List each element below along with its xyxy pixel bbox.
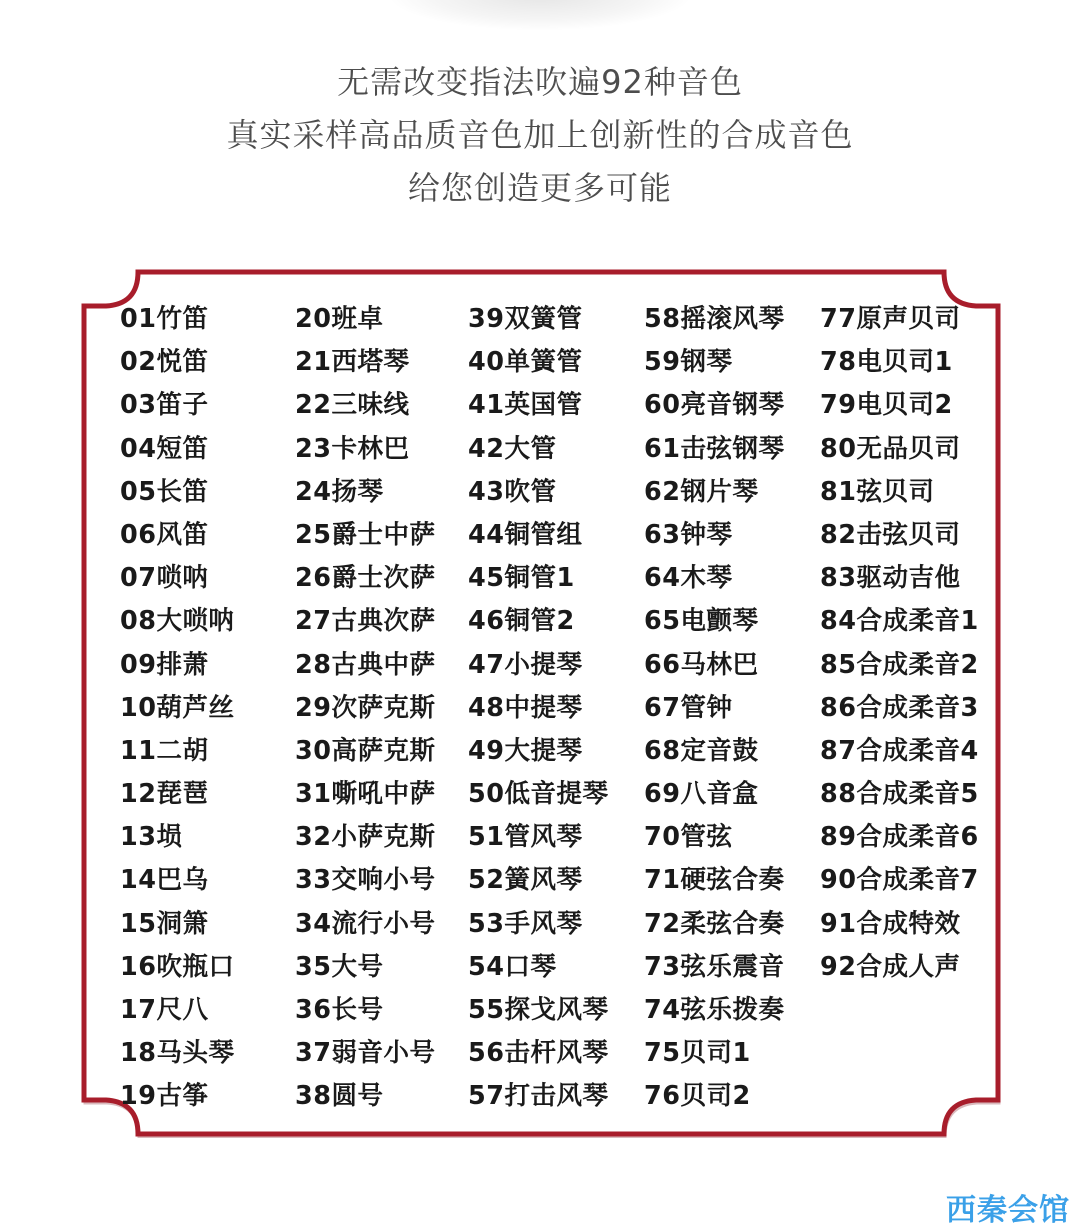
- voice-item: 42大管: [468, 433, 557, 464]
- voice-item: 87合成柔音4: [820, 735, 979, 766]
- voice-column-4: [644, 298, 824, 1119]
- voice-item: 69八音盒: [644, 779, 759, 810]
- voice-item: 07唢呐: [120, 563, 209, 594]
- voice-item: 34流行小号: [295, 908, 436, 939]
- voice-item: 46铜管2: [468, 606, 575, 637]
- headline-line-3: 给您创造更多可能: [407, 169, 672, 207]
- voice-item: 13埙: [120, 822, 183, 853]
- voice-item: 17尺八: [120, 995, 209, 1025]
- voice-column-5: [820, 298, 1000, 989]
- voice-item: 25爵士中萨: [295, 519, 436, 550]
- voice-column-1: [120, 298, 300, 1119]
- voice-item: 74弦乐拨奏: [644, 995, 785, 1025]
- voice-item: 61击弦钢琴: [644, 433, 785, 464]
- voice-item: 83驱动吉他: [820, 563, 961, 594]
- voice-item: 41英国管: [468, 390, 583, 421]
- voice-item: 92合成人声: [820, 951, 961, 982]
- voice-item: 33交响小号: [295, 865, 436, 896]
- voice-item: 18马头琴: [120, 1038, 235, 1069]
- voice-item: 24扬琴: [295, 476, 384, 507]
- headline-line-2: 真实采样高品质音色加上创新性的合成音色: [226, 116, 854, 154]
- voice-item: 49大提琴: [468, 735, 583, 766]
- voice-item: 35大号: [295, 951, 384, 982]
- voice-item: 56击杆风琴: [468, 1038, 609, 1069]
- voice-item: 27古典次萨: [295, 606, 436, 637]
- voice-item: 51管风琴: [468, 822, 583, 853]
- voice-item: 66马林巴: [644, 649, 759, 680]
- voice-item: 90合成柔音7: [820, 865, 979, 896]
- voice-item: 28古典中萨: [295, 649, 436, 680]
- voice-item: 12琵琶: [120, 779, 209, 810]
- voice-item: 67管钟: [644, 692, 733, 723]
- voice-item: 76贝司2: [644, 1081, 751, 1112]
- voice-item: 70管弦: [644, 822, 733, 853]
- voice-item: 20班卓: [295, 304, 384, 334]
- voice-item: 05长笛: [120, 476, 209, 507]
- voice-item: 19古筝: [120, 1081, 209, 1112]
- voice-item: 63钟琴: [644, 519, 733, 550]
- voice-item: 40单簧管: [468, 347, 583, 378]
- voice-item: 80无品贝司: [820, 433, 961, 464]
- voice-item: 06风笛: [120, 519, 209, 550]
- voice-item: 44铜管组: [468, 519, 583, 550]
- voice-item: 75贝司1: [644, 1038, 751, 1069]
- voice-item: 10葫芦丝: [120, 692, 235, 723]
- voice-item: 01竹笛: [120, 304, 209, 334]
- voice-item: 73弦乐震音: [644, 951, 785, 982]
- voice-item: 47小提琴: [468, 649, 583, 680]
- voice-item: 08大唢呐: [120, 606, 235, 637]
- voice-item: 89合成柔音6: [820, 822, 979, 853]
- voice-item: 62钢片琴: [644, 476, 759, 507]
- voice-item: 29次萨克斯: [295, 692, 436, 723]
- voice-item: 81弦贝司: [820, 476, 935, 507]
- voice-item: 84合成柔音1: [820, 606, 979, 637]
- voice-item: 39双簧管: [468, 304, 583, 334]
- voice-item: 88合成柔音5: [820, 779, 979, 810]
- headline-line-1: 无需改变指法吹遍92种音色: [337, 63, 743, 101]
- voice-item: 38圆号: [295, 1081, 384, 1112]
- voice-item: 86合成柔音3: [820, 692, 979, 723]
- voice-item: 02悦笛: [120, 347, 209, 378]
- top-shadow-decoration: [390, 0, 690, 30]
- voice-item: 32小萨克斯: [295, 822, 436, 853]
- voice-item: 09排萧: [120, 649, 209, 680]
- voice-item: 50低音提琴: [468, 779, 609, 810]
- voice-item: 45铜管1: [468, 563, 575, 594]
- voice-item: 36长号: [295, 995, 384, 1025]
- voice-item: 14巴乌: [120, 865, 209, 896]
- voice-item: 77原声贝司: [820, 304, 961, 334]
- voice-item: 03笛子: [120, 390, 209, 421]
- voice-item: 04短笛: [120, 433, 209, 464]
- voice-item: 68定音鼓: [644, 735, 759, 766]
- voice-item: 37弱音小号: [295, 1038, 436, 1069]
- voice-item: 60亮音钢琴: [644, 390, 785, 421]
- voice-item: 59钢琴: [644, 347, 733, 378]
- voice-item: 64木琴: [644, 563, 733, 594]
- voice-item: 48中提琴: [468, 692, 583, 723]
- voice-item: 26爵士次萨: [295, 563, 436, 594]
- voice-item: 31嘶吼中萨: [295, 779, 436, 810]
- voice-column-3: [468, 298, 648, 1119]
- voice-item: 55探戈风琴: [468, 995, 609, 1025]
- voice-item: 23卡林巴: [295, 433, 410, 464]
- voice-item: 57打击风琴: [468, 1081, 609, 1112]
- voice-item: 15洞箫: [120, 908, 209, 939]
- watermark-logo: 西秦会馆: [946, 1193, 1070, 1228]
- voice-item: 79电贝司2: [820, 390, 953, 421]
- voice-item: 54口琴: [468, 951, 557, 982]
- voice-column-2: [295, 298, 475, 1119]
- voice-item: 72柔弦合奏: [644, 908, 785, 939]
- voice-item: 82击弦贝司: [820, 519, 961, 550]
- voice-item: 30高萨克斯: [295, 735, 436, 766]
- voice-item: 21西塔琴: [295, 347, 410, 378]
- voice-item: 16吹瓶口: [120, 951, 235, 982]
- voice-item: 22三味线: [295, 390, 410, 421]
- voice-item: 53手风琴: [468, 908, 583, 939]
- voice-item: 65电颤琴: [644, 606, 759, 637]
- voice-item: 11二胡: [120, 735, 209, 766]
- voice-item: 91合成特效: [820, 908, 961, 939]
- voice-item: 43吹管: [468, 476, 557, 507]
- voice-item: 52簧风琴: [468, 865, 583, 896]
- voice-item: 58摇滚风琴: [644, 304, 785, 334]
- voice-item: 78电贝司1: [820, 347, 953, 378]
- voice-item: 71硬弦合奏: [644, 865, 785, 896]
- voice-item: 85合成柔音2: [820, 649, 979, 680]
